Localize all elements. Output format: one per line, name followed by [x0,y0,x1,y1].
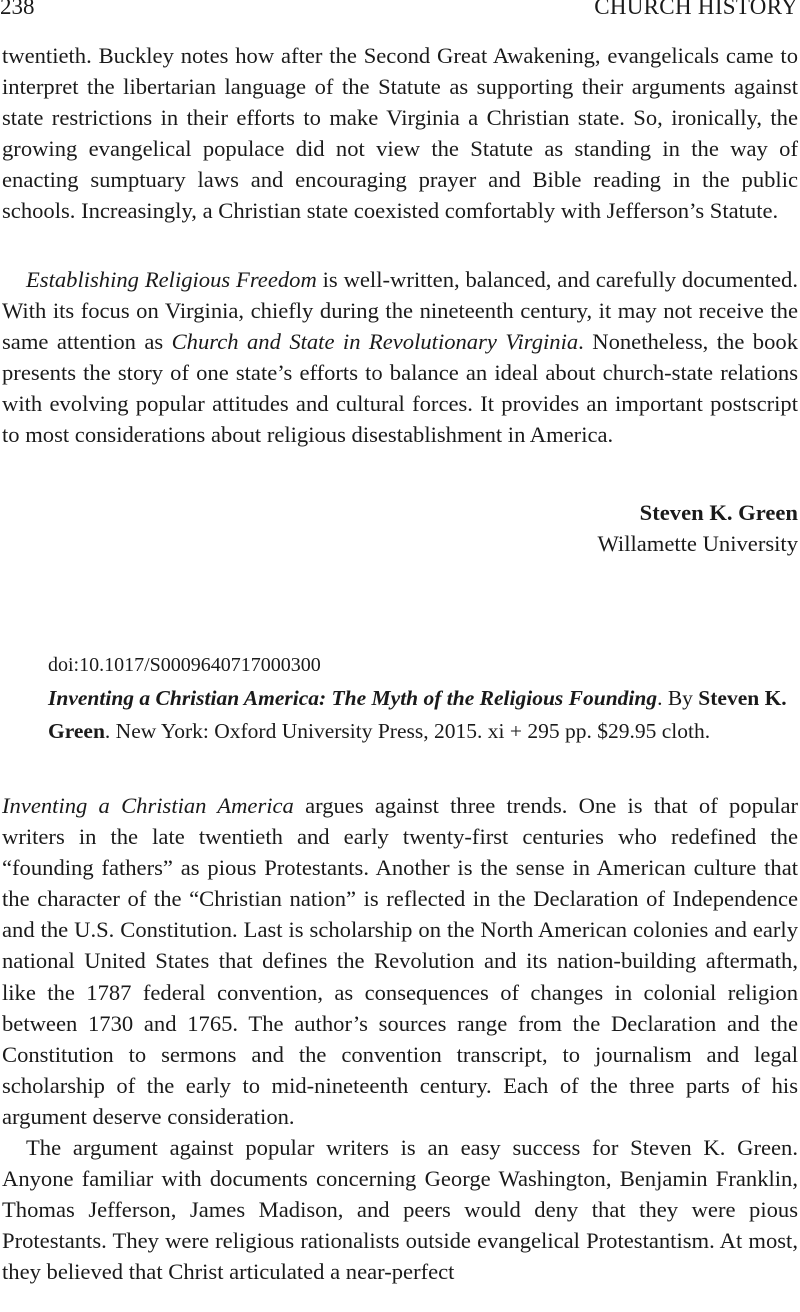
paragraph-text: twentieth. Buckley notes how after the Second Great Awakening, evangelicals came to interpret the libertarian language of the Statute as supporting their arguments against state restrictions in their efforts to make Virginia a Christian state. So, ironically, the growing evangelical populace did not view the Statute as standing in the way of enacting sumptuary laws and encouraging prayer and Bible reading in the public schools. Increasingly, a Christian state coexisted comfortably with Jefferson’s Statute. [2,43,798,224]
reviewer-name: Steven K. Green [639,500,798,525]
citation-entry [48,682,788,748]
text-segment: argues against three trends. One is that of popular writers in the late twentieth and early twenty-first centuries who redefined the “founding fathers” as pious Protestants. Another is the sense in American culture that the character of the “Christian nation” is reflected in the Declaration of Independence and the U.S. Constitution. Last is scholarship on the North American colonies and early national United States that defines the Revolution and its nation-building aftermath, like the 1787 federal convention, as consequences of changes in colonial religion between 1730 and 1765. The author’s sources range from the Declaration and the Constitution to sermons and the convention transcript, to journalism and legal scholarship of the early to mid-nineteenth century. Each of the three parts of his argument deserve consideration. [2,793,799,1129]
running-head: CHURCH HISTORY [594,0,798,19]
paragraph-text [2,264,798,451]
citation-book-title: Inventing a Christian America: The Myth of the Religious Founding [48,686,658,710]
book-citation [48,649,788,748]
page-header [0,0,798,28]
citation-by: . By [657,686,699,710]
book-title-italic: Inventing a Christian America [2,793,294,818]
previous-review-paragraph-1 [2,40,798,227]
review-paragraph-1 [2,790,798,1132]
book-title-italic: Establishing Religious Freedom [26,267,317,292]
doi-link[interactable]: doi:10.1017/S0009640717000300 [48,654,321,676]
citation-author: Steven K. Green [48,686,787,743]
reviewer-affiliation: Willamette University [597,531,798,556]
review-body [2,790,798,1288]
citation-publisher: . New York: Oxford University Press, 2015. xi + 295 pp. $29.95 cloth. [104,719,711,743]
text-segment: . Nonetheless, the book presents the story of one state’s efforts to balance an ideal about church-state relations with evolving popular attitudes and cultural forces. It provides an important postscript to most considerations about religious disestablishment in America. [2,329,798,448]
review-paragraph-2: The argument against popular writers is an easy success for Steven K. Green. Anyone familiar with documents concerning George Washington, Benjamin Franklin, Thomas Jefferson, James Madison, and peers would deny that they were pious Protestants. They were religious rationalists outside evangelical Protestantism. At most, they believed that Christ articulated a near-perfect [2,1135,798,1285]
page-number: 238 [0,0,35,19]
text-segment: is well-written, balanced, and carefully documented. With its focus on Virginia, chiefly during the nineteenth century, it may not receive the same attention as [2,267,798,355]
previous-review-paragraph-2 [2,264,798,451]
book-title-italic: Church and State in Revolutionary Virginia [171,329,579,355]
reviewer-signature [598,497,799,559]
